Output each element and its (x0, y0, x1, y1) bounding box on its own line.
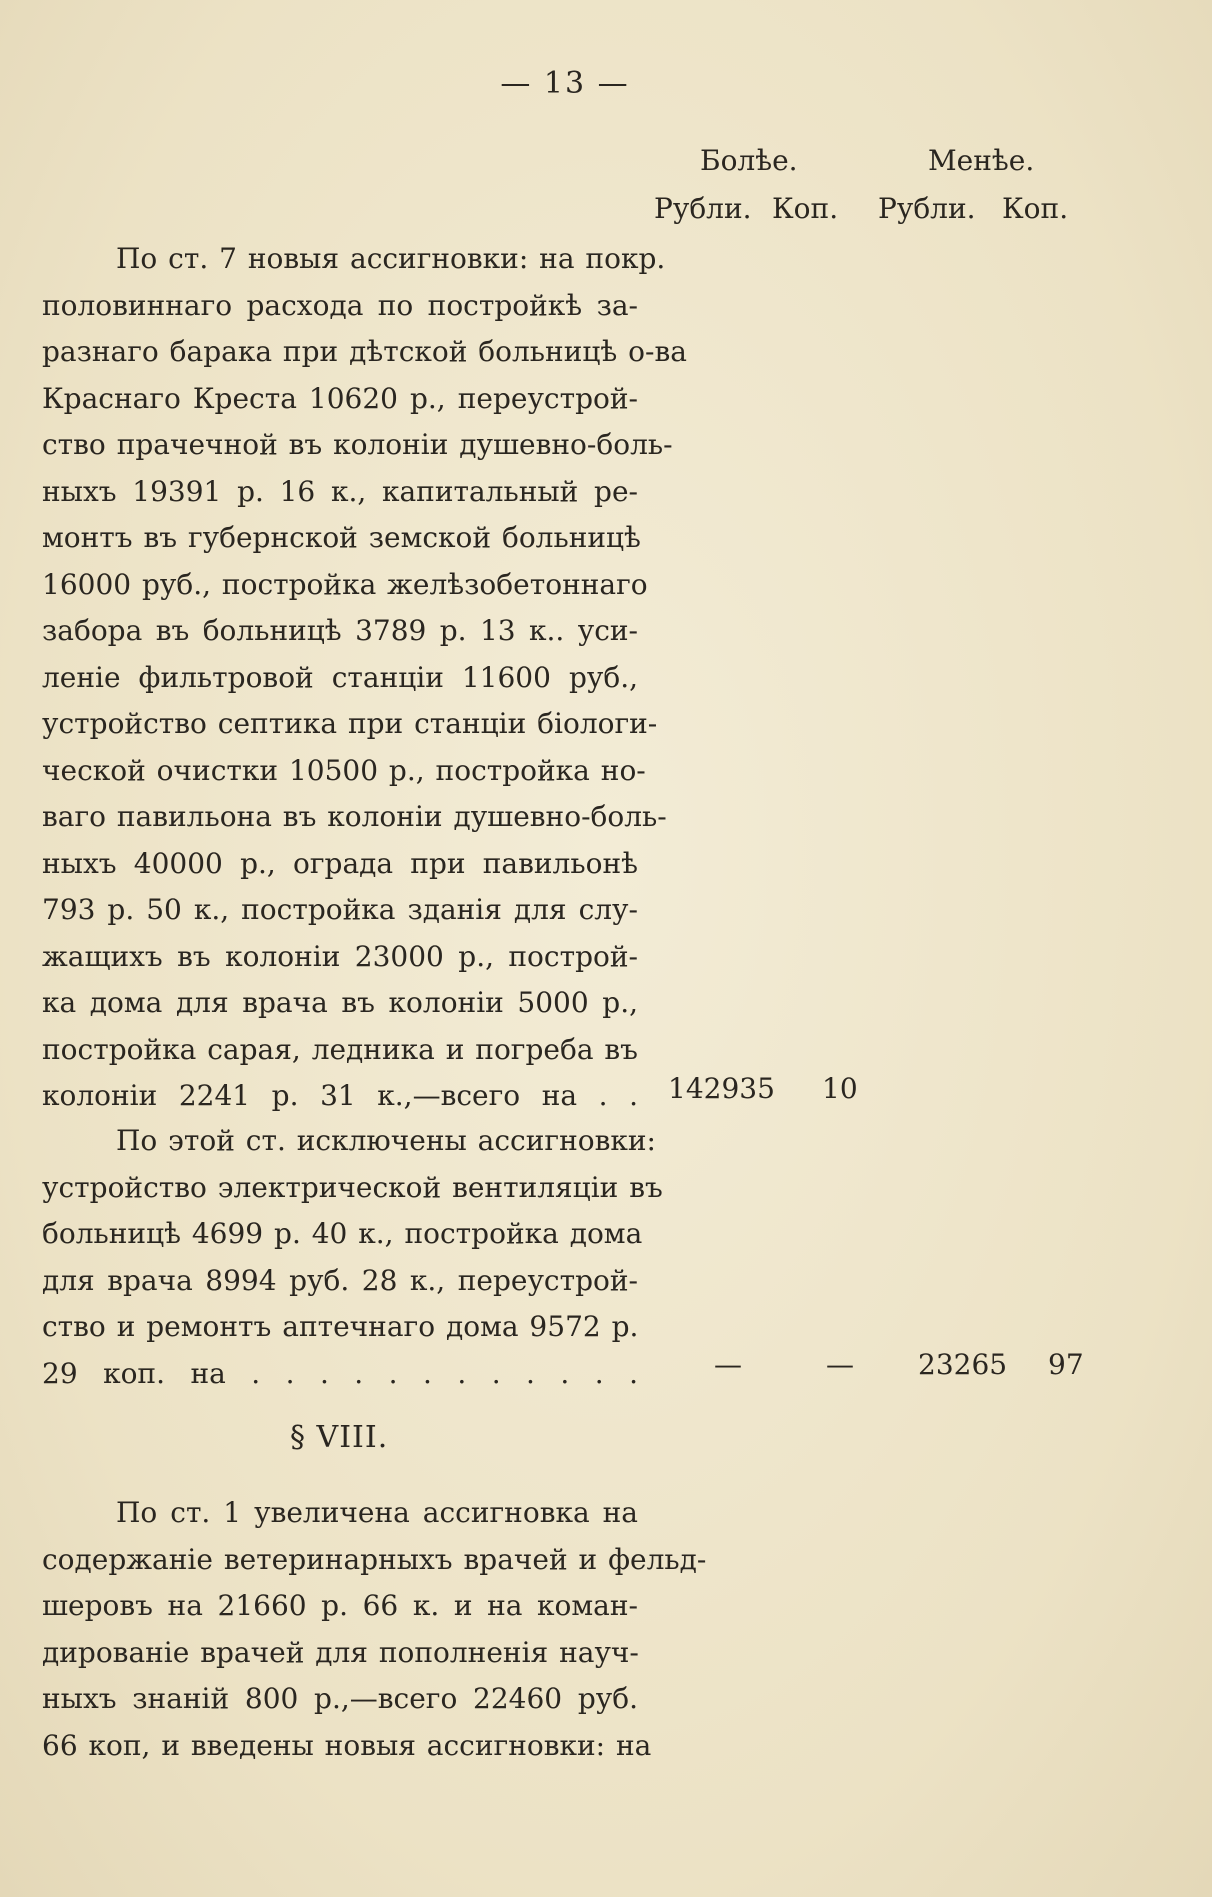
text-line: ныхъ знаній 800 р.,—всего 22460 руб. (42, 1682, 638, 1715)
text-line: шеровъ на 21660 р. 66 к. и на коман- (42, 1589, 638, 1622)
text-line: половиннаго расхода по постройкѣ за- (42, 288, 638, 322)
text-line: разнаго барака при дѣтской больницѣ о-ва (42, 335, 687, 368)
text-line: 793 р. 50 к., постройка зданія для слу- (42, 893, 638, 926)
column-header-rubles-more: Рубли. (654, 192, 752, 225)
text-line: больницѣ 4699 р. 40 к., постройка дома (42, 1217, 643, 1250)
text-line: ныхъ 40000 р., ограда при павильонѣ (42, 846, 638, 880)
amount-more-rubles: 142935 (668, 1072, 775, 1105)
text-line: ство и ремонтъ аптечнаго дома 9572 р. (42, 1310, 639, 1343)
text-line: ка дома для врача въ колоніи 5000 р., (42, 986, 638, 1019)
text-line: колоніи 2241 р. 31 к.,—всего на . . (42, 1079, 638, 1112)
column-header-rubles-less: Рубли. (878, 192, 976, 225)
text-line: постройка сарая, ледника и погреба въ (42, 1032, 638, 1066)
column-header-less: Менѣе. (928, 144, 1035, 177)
amount-less-kop: 97 (1048, 1348, 1084, 1381)
text-line: ныхъ 19391 р. 16 к., капитальный ре- (42, 474, 638, 508)
section-title: § VIII. (290, 1420, 389, 1455)
text-line: забора въ больницѣ 3789 р. 13 к.. уси- (42, 614, 638, 647)
text-line: 66 коп, и введены новыя ассигновки: на (42, 1728, 652, 1762)
paragraph-exclusions (42, 1118, 663, 1397)
text-line: 16000 руб., постройка желѣзобетоннаго (42, 567, 648, 601)
text-line: По этой ст. исключены ассигновки: (116, 1124, 656, 1157)
text-line: для врача 8994 руб. 28 к., переустрой- (42, 1263, 638, 1297)
text-line: устройство электрической вентиляціи въ (42, 1170, 663, 1204)
page-number: — 13 — (500, 66, 630, 101)
amount-more-kop: 10 (822, 1072, 858, 1105)
text-line: содержаніе ветеринарныхъ врачей и фельд- (42, 1542, 707, 1576)
column-header-more: Болѣе. (700, 144, 798, 177)
text-line: ческой очистки 10500 р., постройка но- (42, 753, 646, 787)
amount-more-kop-dash: — (826, 1348, 854, 1381)
text-line: По ст. 7 новыя ассигновки: на покр. (116, 242, 666, 275)
text-line: ваго павильона въ колоніи душевно-боль- (42, 800, 667, 833)
text-line: леніе фильтровой станціи 11600 руб., (42, 660, 638, 694)
text-line: устройство септика при станціи біологи- (42, 707, 658, 740)
text-line: монтъ въ губернской земской больницѣ (42, 521, 641, 554)
text-line: ство прачечной въ колоніи душевно-боль- (42, 428, 673, 461)
text-line: дированіе врачей для пополненія науч- (42, 1635, 639, 1669)
amount-less-rubles: 23265 (918, 1348, 1008, 1381)
paragraph-article-7 (42, 236, 687, 1120)
column-header-kop-less: Коп. (1002, 192, 1069, 225)
text-line: Краснаго Креста 10620 р., переустрой- (42, 381, 638, 415)
amount-more-rubles-dash: — (714, 1348, 742, 1381)
text-line: По ст. 1 увеличена ассигновка на (116, 1496, 638, 1529)
text-line: 29 коп. на . . . . . . . . . . . . (42, 1356, 638, 1390)
text-line: жащихъ въ колоніи 23000 р., построй- (42, 939, 638, 973)
paragraph-article-1 (42, 1490, 707, 1769)
column-header-kop-more: Коп. (772, 192, 839, 225)
